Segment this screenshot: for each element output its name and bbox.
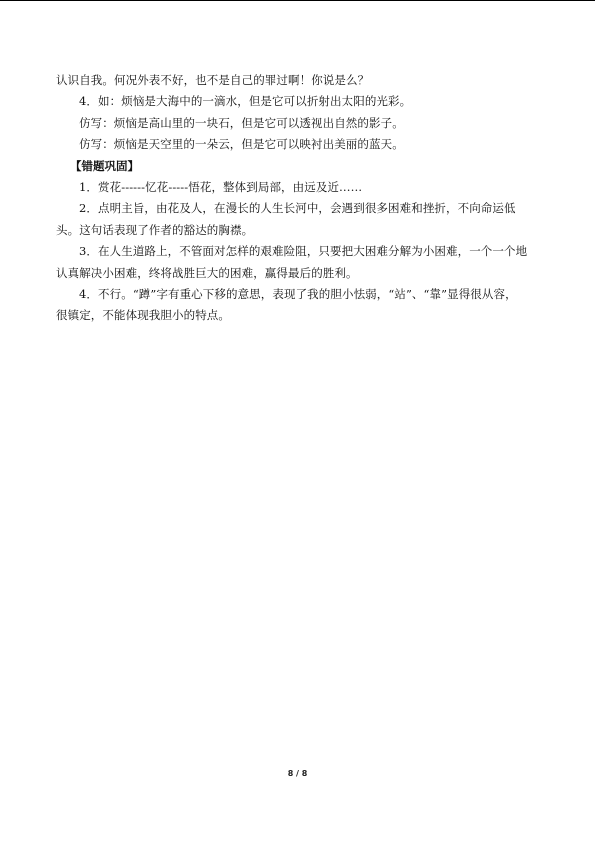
paragraph-line: 认识自我。何况外表不好，也不是自己的罪过啊！你说是么？ — [56, 73, 370, 87]
answer-line: 4．不行。“蹲”字有重心下移的意思，表现了我的胆小怯弱，“站”、“靠”显得很从容， — [79, 287, 517, 302]
page-number: 8 / 8 — [287, 769, 308, 778]
answer-line: 头。这句话表现了作者的豁达的胸襟。 — [56, 222, 254, 237]
paragraph-line: 4．如：烦恼是大海中的一滴水，但是它可以折射出太阳的光彩。 — [79, 94, 412, 109]
header-rule — [0, 0, 595, 1]
answer-line: 认真解决小困难，终将战胜巨大的困难，赢得最后的胜利。 — [56, 265, 358, 280]
paragraph-line: 仿写：烦恼是高山里的一块石，但是它可以透视出自然的影子。 — [79, 115, 404, 130]
document-body — [56, 70, 542, 327]
section-heading: 【错题巩固】 — [70, 158, 139, 173]
paragraph-line: 仿写：烦恼是天空里的一朵云，但是它可以映衬出美丽的蓝天。 — [79, 137, 404, 152]
answer-line: 很镇定，不能体现我胆小的特点。 — [56, 308, 230, 323]
answer-line: 2．点明主旨，由花及人，在漫长的人生长河中，会遇到很多困难和挫折，不向命运低 — [79, 201, 516, 216]
answer-line: 1．赏花------忆花-----悟花，整体到局部，由远及近…… — [79, 180, 363, 195]
answer-line: 3．在人生道路上，不管面对怎样的艰难险阻，只要把大困难分解为小困难，一个一个地 — [79, 244, 528, 259]
